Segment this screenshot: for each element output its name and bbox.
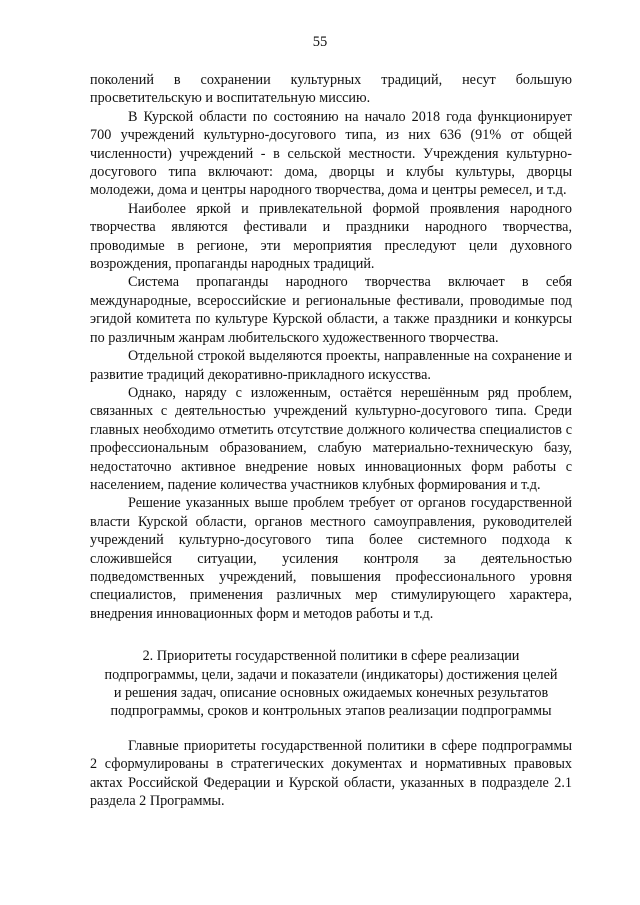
page-body (90, 71, 572, 810)
paragraph-continuation: поколений в сохранении культурных традиций, несут большую просветительскую и воспитательную миссию. (90, 72, 572, 107)
page-number: 55 (312, 34, 328, 50)
paragraph-problems: Однако, наряду с изложенным, остаётся нерешённым ряд проблем, связанных с деятельностью учреждений культурно-досугового типа. Среди главных необходимо отметить отсутствие должного количества специалистов с профессиональным образованием, слабую материально-техническую базу, недостаточно активное внедрение новых инновационных форм работы с населением, падение количества участников клубных формирования и т.д. (90, 384, 572, 493)
section-heading-line: подпрограммы, сроков и контрольных этапов реализации подпрограммы (110, 703, 552, 720)
paragraph-solutions: Решение указанных выше проблем требует от органов государственной власти Курской области, органов местного самоуправления, руководителей учреждений культурно-досугового типа более системного подхода к сложившейся ситуации, усиления контроля за деятельностью подведомственных учреждений, повышения профессионального уровня специалистов, применения различных мер стимулирующего характера, внедрения инновационных форм и методов работы и т.д. (90, 495, 572, 622)
paragraph-festivals: Наиболее яркой и привлекательной формой проявления народного творчества являются фестивали и праздники народного творчества, проводимые в регионе, эти мероприятия преследуют цели духовного возрождения, пропаганды народных традиций. (90, 200, 572, 273)
section-heading-line: и решения задач, описание основных ожидаемых конечных результатов (113, 685, 549, 701)
spacer (90, 623, 572, 631)
section-heading (90, 647, 572, 721)
paragraph-decorative-art: Отдельной строкой выделяются проекты, направленные на сохранение и развитие традиций декоративно-прикладного искусства. (90, 348, 572, 383)
section-heading-line: подпрограммы, цели, задачи и показатели (индикаторы) достижения целей (104, 666, 558, 683)
paragraph-institutions-count: В Курской области по состоянию на начало 2018 года функционирует 700 учреждений культурно-досугового типа, из них 636 (91% от общей численности) учреждений - в сельской местности. Учреждения культурно-досугового типа включают: дома, дворцы и клубы культуры, дворцы молодежи, дома и центры народного творчества, дома и центры ремесел, и т.д. (90, 108, 572, 199)
paragraph-priorities: Главные приоритеты государственной политики в сфере подпрограммы 2 сформулированы в стратегических документах и нормативных правовых актах Российской Федерации и Курской области, указанных в подразделе 2.1 раздела 2 Программы. (90, 737, 572, 810)
section-heading-line: 2. Приоритеты государственной политики в сфере реализации (142, 648, 520, 665)
paragraph-propaganda-system: Система пропаганды народного творчества включает в себя международные, всероссийские и региональные фестивали, проводимые под эгидой комитета по культуре Курской области, а также праздники и конкурсы по различным жанрам любительского художественного творчества. (90, 274, 572, 346)
